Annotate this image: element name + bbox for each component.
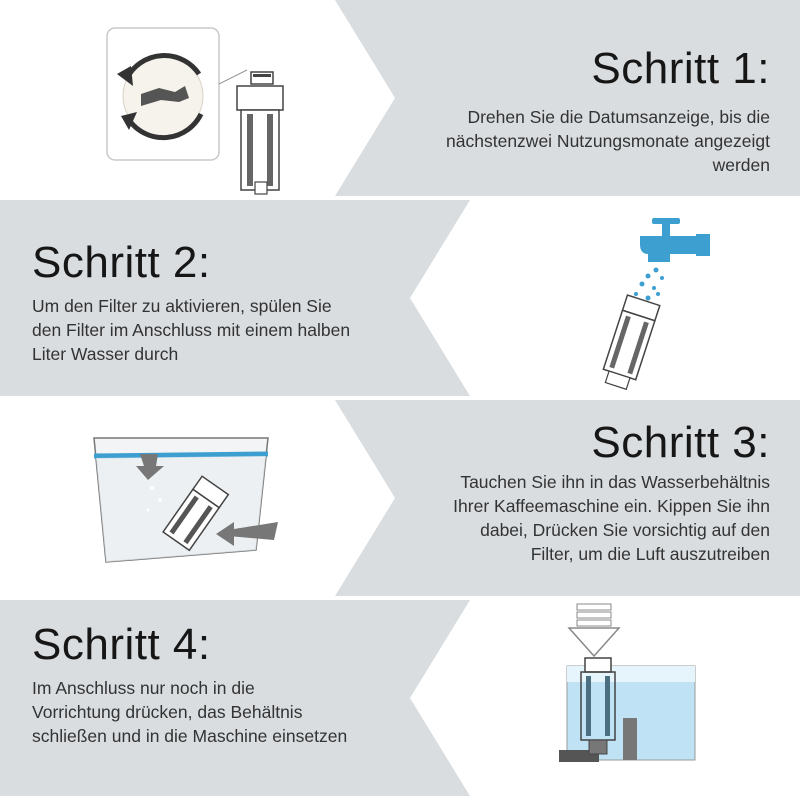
step-3-line-4: Filter, um die Luft auszutreiben (530, 544, 770, 564)
water-tank-icon (559, 666, 695, 762)
push-down-arrow-icon (569, 604, 619, 656)
step-4-line-3: schließen und in die Maschine einsetzen (32, 726, 348, 746)
step-2-illustration (570, 214, 730, 396)
step-2-line-1: Um den Filter zu aktivieren, spülen Sie (32, 296, 332, 316)
step-4-band (0, 600, 800, 796)
step-1-line-1: Drehen Sie die Datumsanzeige, bis die (467, 107, 770, 127)
step-1-line-2: nächstenzwei Nutzungsmonate angezeigt (446, 131, 770, 151)
step-3-line-1: Tauchen Sie ihn in das Wasserbehältnis (460, 472, 770, 492)
step-2-line-3: Liter Wasser durch (32, 344, 179, 364)
step-1-line-3: werden (712, 155, 770, 175)
step-3-line-3: dabei, Drücken Sie vorsichtig auf den (480, 520, 770, 540)
step-3-description (370, 470, 770, 566)
step-1-title: Schritt 1: (591, 44, 770, 93)
step-2-description (32, 294, 432, 366)
water-filter-icon (237, 72, 283, 194)
step-3-title: Schritt 3: (591, 418, 770, 467)
step-1-illustration (105, 24, 335, 196)
water-drops (634, 268, 664, 301)
step-2-line-2: den Filter im Anschluss mit einem halben (32, 320, 351, 340)
step-4-illustration (555, 600, 715, 775)
step-4-description (32, 676, 432, 748)
step-4-line-1: Im Anschluss nur noch in die (32, 678, 255, 698)
step-3-illustration (88, 430, 288, 585)
step-3-line-2: Ihrer Kaffeemaschine ein. Kippen Sie ihn (453, 496, 770, 516)
water-tap-icon (640, 218, 710, 262)
step-1-band (0, 0, 800, 196)
step-4-title: Schritt 4: (32, 620, 211, 669)
step-2-band (0, 200, 800, 396)
step-2-title: Schritt 2: (32, 238, 211, 287)
water-filter-icon (600, 295, 660, 391)
step-3-band (0, 400, 800, 596)
step-1-description (370, 105, 770, 177)
step-4-line-2: Vorrichtung drücken, das Behältnis (32, 702, 303, 722)
